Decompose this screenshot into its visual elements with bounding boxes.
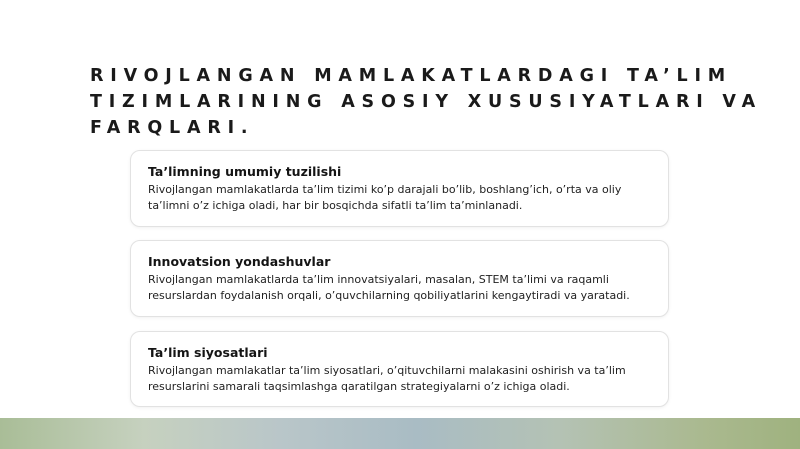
card-text: Rivojlangan mamlakatlarda ta’lim tizimi ko’p darajali bo’lib, boshlang’ich, o’rta va oliy ta’limni o’z ichiga oladi, har bir bosqichda sifatli ta’lim ta’minlanadi. xyxy=(148,183,622,212)
decorative-bottom-band xyxy=(0,418,800,449)
info-card-structure xyxy=(130,150,669,227)
card-heading: Innovatsion yondashuvlar xyxy=(148,254,331,269)
card-heading: Ta’lim siyosatlari xyxy=(148,345,268,360)
info-card-innovation xyxy=(130,240,669,317)
card-text: Rivojlangan mamlakatlar ta’lim siyosatlari, o’qituvchilarni malakasini oshirish va ta’lim resurslarini samarali taqsimlashga qaratilgan strategiyalarni o’z ichiga oladi. xyxy=(148,364,626,393)
info-card-policy xyxy=(130,331,669,407)
card-heading: Ta’limning umumiy tuzilishi xyxy=(148,164,342,179)
card-text: Rivojlangan mamlakatlarda ta’lim innovatsiyalari, masalan, STEM ta’limi va raqamli resurslardan foydalanish orqali, o’quvchilarning qobiliyatlarini kengaytiradi va yaratadi. xyxy=(148,273,630,302)
slide-title: RIVOJLANGAN MAMLAKATLARDAGI TA’LIM TIZIMLARINING ASOSIY XUSUSIYATLARI VA FARQLARI. xyxy=(90,66,762,138)
